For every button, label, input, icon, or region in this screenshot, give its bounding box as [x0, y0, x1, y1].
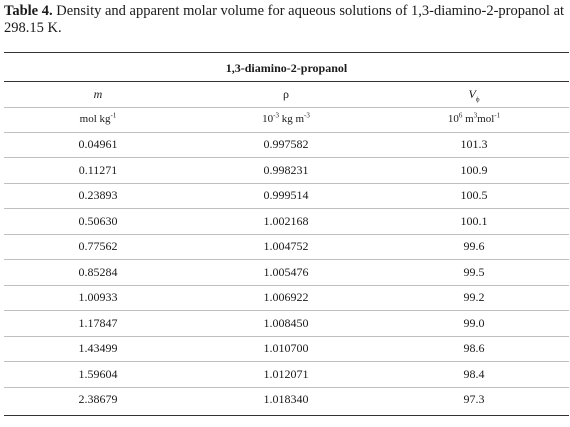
unit-v — [380, 107, 568, 132]
cell-molality: 1.43499 — [78, 341, 118, 355]
unit-rho-prefix-exp: -3 — [273, 111, 279, 120]
cell-molality: 1.59604 — [78, 366, 118, 381]
cell-molality: 2.38679 — [78, 392, 118, 406]
unit-m-base: mol kg — [79, 113, 111, 125]
table-caption — [4, 3, 566, 37]
table-row — [4, 387, 569, 412]
cell-molar-volume: 101.3 — [460, 137, 488, 151]
unit-v-exp2: -1 — [494, 111, 501, 120]
cell-density: 0.999514 — [263, 188, 309, 202]
cell-density: 1.006922 — [263, 290, 309, 304]
cell-density: 1.005476 — [263, 264, 309, 279]
cell-molality: 0.04961 — [78, 137, 118, 151]
table-row — [4, 132, 569, 158]
unit-rho-prefix: 10 — [262, 113, 274, 125]
table-top-rule — [4, 52, 569, 53]
cell-molar-volume: 97.3 — [463, 392, 485, 406]
header-symbol-row — [4, 82, 569, 108]
cell-molar-volume: 99.6 — [463, 239, 485, 253]
table-caption-text: Density and apparent molar volume for aqueous solutions of 1,3-diamino-2-propanol at 298.15 K. — [4, 3, 565, 36]
table-row — [4, 260, 569, 286]
table-row — [4, 336, 569, 362]
header-v-symbol: V — [468, 87, 476, 101]
cell-molality: 0.77562 — [78, 239, 118, 253]
table-row — [4, 158, 569, 184]
table-row — [4, 183, 569, 209]
header-rho: ρ — [283, 87, 289, 101]
cell-molar-volume: 99.0 — [463, 315, 485, 330]
header-v-phi — [380, 82, 568, 107]
cell-molality: 0.11271 — [78, 162, 118, 177]
unit-v-base: m — [462, 113, 474, 125]
unit-v-base2: mol — [477, 113, 495, 125]
unit-rho — [192, 107, 380, 132]
cell-density: 0.998231 — [263, 162, 309, 177]
cell-density: 0.997582 — [263, 137, 309, 151]
compound-group-title: 1,3-diamino-2-propanol — [225, 61, 348, 75]
unit-v-prefix-exp: 6 — [458, 111, 463, 120]
unit-v-prefix: 10 — [447, 113, 459, 125]
cell-molar-volume: 99.2 — [463, 290, 485, 304]
unit-rho-exp: -3 — [304, 111, 310, 120]
table-row — [4, 285, 569, 311]
cell-molar-volume: 98.4 — [463, 366, 485, 381]
cell-molar-volume: 100.9 — [460, 162, 488, 177]
table-row — [4, 234, 569, 260]
table-label: Table 4. — [4, 3, 53, 19]
cell-molar-volume: 98.6 — [463, 341, 485, 355]
cell-density: 1.008450 — [263, 315, 309, 330]
cell-molality: 0.50630 — [78, 213, 118, 228]
cell-density: 1.018340 — [263, 392, 309, 406]
table-row — [4, 311, 569, 337]
cell-density: 1.004752 — [263, 239, 309, 253]
table-row — [4, 209, 569, 235]
cell-density: 1.002168 — [263, 213, 309, 228]
cell-density: 1.010700 — [263, 341, 309, 355]
cell-molality: 1.17847 — [78, 315, 118, 330]
unit-rho-base: kg m — [278, 113, 305, 125]
unit-m — [4, 107, 192, 132]
cell-molar-volume: 100.5 — [460, 188, 488, 202]
cell-density: 1.012071 — [263, 366, 309, 381]
cell-molality: 0.23893 — [78, 188, 118, 202]
table-bottom-rule — [4, 415, 569, 416]
header-v-subscript: ϕ — [475, 95, 480, 104]
header-unit-row — [4, 107, 569, 133]
table-row — [4, 362, 569, 388]
header-m: m — [93, 87, 103, 101]
unit-m-exp: -1 — [110, 111, 117, 120]
cell-molality: 1.00933 — [78, 290, 118, 304]
cell-molar-volume: 100.1 — [460, 213, 488, 228]
cell-molar-volume: 99.5 — [463, 264, 485, 279]
cell-molality: 0.85284 — [78, 264, 118, 279]
unit-v-exp: 3 — [473, 111, 478, 120]
